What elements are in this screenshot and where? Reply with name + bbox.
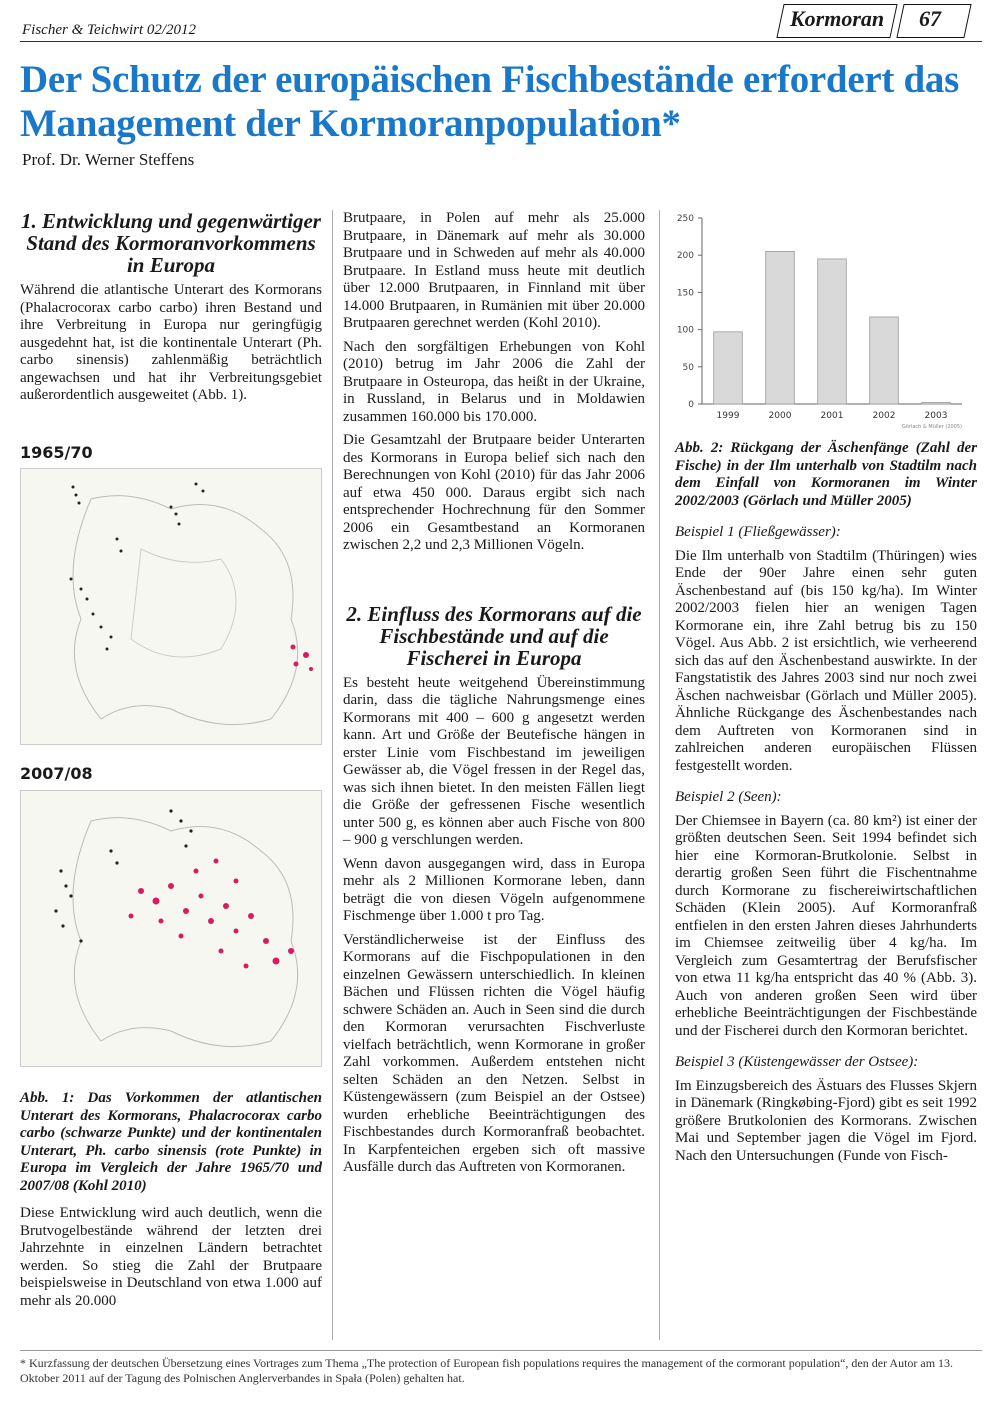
section-1-heading: 1. Entwicklung und gegenwärtiger Stand des Kormoranvorkommens in Europa <box>21 209 321 277</box>
example-2-text: Der Chiemsee in Bayern (ca. 80 km²) ist einer der größten deutschen Seen. Seit 1994 befindet sich hier eine Kormoran-Brutkolonie. Selbst in derartig großen Seen führt die Fischentnahme durch Kormorane zu fischereiwirtschaftlichen Schäden (Klein 2005). Auf Kormoranfraß entfielen in den ersten Jahren dieses Jahrhunderts im Chiemsee zeitweilig über 4 kg/ha. Im Vergleich zum Gesamtertrag der Berufsfischer von etwa 11 kg/ha entspricht das 40 % (Abb. 3). Auch von anderen großen Seen wird über erhebliche Beeinträchtigungen der Fischbestände und der Fischerei durch den Kormoran berichtet. <box>675 812 977 1039</box>
x-tick-label: 2000 <box>768 411 792 421</box>
figure-2-bar-chart <box>668 210 968 432</box>
y-tick-label: 0 <box>688 400 694 410</box>
column-2 <box>343 210 645 1183</box>
bar-2001 <box>818 259 847 404</box>
black-dots <box>70 483 205 651</box>
section-label: Kormoran <box>790 6 885 31</box>
col2-paragraph-1: Brutpaare, in Polen auf mehr als 25.000 Brutpaare, in Dänemark auf mehr als 30.000 Brutpaare und in Schweden auf mehr als 40.000 Brutpaare. In Estland muss heute mit deutlich über 12.000 Brutpaaren, in Finnland mit über 14.000 Brutpaaren, in Rumänien mit über 20.000 Brutpaaren gerechnet werden (Kohl 2010). <box>343 210 645 331</box>
map-2-label: 2007/08 <box>20 764 93 783</box>
example-1-text: Die Ilm unterhalb von Stadtilm (Thüringen) wies Ende der 90er Jahre einen sehr guten Äschenbestand auf (bis 150 kg/ha). Im Winter 2002/2003 fielen hier an wenigen Tagen Kormorane ein, ihre Zahl betrug bis zu 150 Vögel. Aus Abb. 2 ist ersichtlich, wie verheerend sich das auf den Äschenbestand auswirkte. In der Fangstatistik des Jahres 2003 sind nur noch zwei Äschen nachweisbar (Görlach und Müller 2005). Ähnliche Rückgange des Äschenbestandes nach dem Auftreten von Kormoranen sind in zahlreichen anderen europäischen Flüssen festgestellt worden. <box>675 547 977 774</box>
col2-paragraph-4: Es besteht heute weitgehend Übereinstimmung darin, dass die tägliche Nahrungsmenge eines Kormorans mit 400 – 600 g angesetzt werden kann. Art und Größe der Beutefische hängen in erster Linie vom Fischbestand im jeweiligen Gewässer ab, die Vögel fressen in der Regel das, was sich ihnen bietet. In den meisten Fällen liegt die Größe der gefressenen Fische wesentlich unter 500 g, es können aber auch Fische von 800 – 900 g verschlungen werden. <box>343 674 645 848</box>
map-2007-08 <box>20 790 322 1067</box>
bar-2002 <box>870 317 899 404</box>
y-tick-label: 250 <box>676 214 694 224</box>
example-1-title: Beispiel 1 (Fließgewässer): <box>675 524 841 540</box>
y-tick-label: 50 <box>682 362 694 373</box>
footnote: * Kurzfassung der deutschen Übersetzung eines Vortrages zum Thema „The protection of European fish populations requires the management of the cormorant population“, den der Autor am 13. Oktober 2011 auf der Tagung des Polnischen Anglerverbandes in Spała (Polen) gehalten hat. <box>20 1356 954 1385</box>
example-2-title: Beispiel 2 (Seen): <box>675 789 782 805</box>
x-tick-label: 2002 <box>872 411 896 421</box>
column-rule-1 <box>332 210 333 1340</box>
section-2-heading: 2. Einfluss des Kormorans auf die Fischbestände und auf die Fischerei in Europa <box>346 601 642 670</box>
column-1-lower <box>20 1090 322 1316</box>
col2-paragraph-2: Nach den sorgfältigen Erhebungen von Kohl (2010) betrug im Jahr 2006 die Zahl der Brutpaare in Osteuropa, das heißt in der Ukraine, in Russland, in Belarus und in Moldawien zusammen 160.000 bis 170.000. <box>343 338 645 425</box>
header-rule <box>20 41 982 42</box>
bar-2003 <box>922 403 951 404</box>
page-number: 67 <box>919 6 941 31</box>
figure-2-caption: Abb. 2: Rückgang der Äschenfänge (Zahl der Fische) in der Ilm unterhalb von Stadtilm nach dem Einfall von Kormoranen im Winter 2002/2003 (Görlach und Müller 2005) <box>675 440 977 509</box>
bar-2000 <box>766 251 795 404</box>
col2-paragraph-6: Verständlicherweise ist der Einfluss des Kormorans auf die Fischpopulationen in den einzelnen Gewässern unterschiedlich. In kleinen Bächen und Flüssen richten die Vögel häufig schwere Schäden an. Auch in Seen sind die durch den Kormoran verursachten Fischverluste vielfach beträchtlich, wenn Kormorane in großer Zahl vorkommen. Außerdem entstehen nicht selten Schäden an den Netzen. Selbst in Küstengewässern (zum Beispiel an der Ostsee) wurden erhebliche Beeinträchtigungen des Fischbestandes durch Kormoranfraß beobachtet. In Karpfenteichen ergeben sich oft massive Ausfälle durch das Auftreten von Kormoranen. <box>343 931 645 1175</box>
col1-paragraph-2: Diese Entwicklung wird auch deutlich, wenn die Brutvogelbestände während der letzten drei Jahrzehnte in einzelnen Ländern betrachtet werden. So stieg die Zahl der Brutpaare beispielsweise in Deutschland von etwa 1.000 auf mehr als 20.000 <box>20 1205 322 1309</box>
column-1 <box>20 210 322 411</box>
y-tick-label: 200 <box>676 251 694 262</box>
author: Prof. Dr. Werner Steffens <box>22 150 195 169</box>
column-rule-2 <box>659 210 660 1340</box>
x-tick-label: 2003 <box>924 411 948 421</box>
y-tick-label: 100 <box>676 325 694 336</box>
red-dots <box>291 645 314 672</box>
x-tick-label: 2001 <box>820 411 844 421</box>
chart-source-note: Görlach & Müller (2005) <box>901 424 962 430</box>
map-1-label: 1965/70 <box>20 443 93 462</box>
col2-paragraph-5: Wenn davon ausgegangen wird, dass in Europa mehr als 2 Millionen Kormorane leben, dann beträgt die von diesen Vögeln aufgenommene Fischmenge über 1.000 t pro Tag. <box>343 855 645 924</box>
map-1965-70 <box>20 468 322 745</box>
y-tick-label: 150 <box>676 288 694 299</box>
europe-map-1965-icon <box>21 469 321 744</box>
col1-paragraph-1: Während die atlantische Unterart des Kormorans (Phalacrocorax carbo carbo) ihren Bestand und ihre Verbreitung in Europa nur geringfügig ausgedehnt hat, ist die kontinentale Unterart (Ph. carbo sinensis) zahlenmäßig beträchtlich angewachsen und hat ihr Verbreitungsgebiet außerordentlich ausgeweitet (Abb. 1). <box>20 282 322 403</box>
europe-map-2007-icon <box>21 791 321 1066</box>
example-3-title: Beispiel 3 (Küstengewässer der Ostsee): <box>675 1054 919 1070</box>
article-title: Der Schutz der europäischen Fischbestände erfordert das Management der Kormoranpopulation* <box>20 58 959 145</box>
journal-header: Fischer & Teichwirt 02/2012 <box>22 22 197 38</box>
figure-1-caption: Abb. 1: Das Vorkommen der atlantischen Unterart des Kormorans, Phalacrocorax carbo carbo (schwarze Punkte) und der kontinentalen Unterart, Ph. carbo sinensis (rote Punkte) in Europa im Vergleich der Jahre 1965/70 und 2007/08 (Kohl 2010) <box>20 1090 322 1194</box>
x-tick-label: 1999 <box>716 411 740 421</box>
bar-1999 <box>714 332 743 404</box>
col2-paragraph-3: Die Gesamtzahl der Brutpaare beider Unterarten des Kormorans in Europa belief sich nach den Berechnungen von Kohl (2010) für das Jahr 2006 auf etwa 450 000. Daraus ergibt sich nach entsprechender Hochrechnung für den Sommer 2006 ein Gesamtbestand an Kormoranen zwischen 2,2 und 2,3 Millionen Vögeln. <box>343 432 645 553</box>
column-3 <box>675 440 977 1171</box>
red-dots <box>129 859 295 969</box>
footer-rule <box>20 1350 982 1351</box>
example-3-text: Im Einzugsbereich des Ästuars des Flusses Skjern in Dänemark (Ringkøbing-Fjord) gibt es seit 1992 größere Brutkolonien des Kormorans. Zwischen Mai und September jagen die Vögel im Fjord. Nach den Untersuchungen (Funde von Fisch- <box>675 1077 977 1164</box>
